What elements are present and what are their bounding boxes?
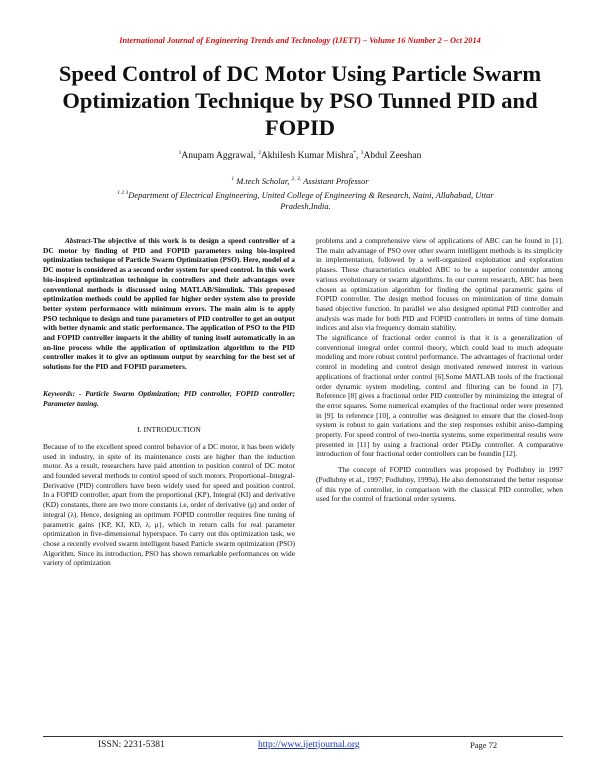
section-heading: I. INTRODUCTION bbox=[137, 425, 201, 435]
body-paragraph: problems and a comprehensive view of applications of ABC can be found in [1]. The main advantage of PSO over other swarm intelligent methods is its simplicity in implementation, followed by a well-organized exploitation and exploration phases. These characteristics enabled ABC to be a superior contender among various evolutionary or swarm algorithms. In our current research, ABC has been chosen as optimization algorithm for finding the optimal parametric gains of FOPID controller. The design method focuses on minimization of time domain based objective function. In parallel we also designed optimal PID controller and analysis was made for both PID and FOPID controllers in terms of time domain indices and also via frequency domain stability. bbox=[316, 236, 563, 333]
author-sup: 1 bbox=[178, 150, 182, 156]
affiliation-text: Department of Electrical Engineering, United College of Engineering & Research, Naini, Allahabad, Uttar Pradesh,India. bbox=[128, 189, 494, 211]
author-sup: 3 bbox=[360, 150, 364, 156]
footer-url-link[interactable]: http://www.ijettjournal.org bbox=[258, 740, 360, 750]
paper-title: Speed Control of DC Motor Using Particle Swarm Optimization Technique by PSO Tunned PID and FOPID bbox=[58, 61, 542, 140]
abstract bbox=[43, 236, 295, 372]
journal-header: International Journal of Engineering Trends and Technology (IJETT) – Volume 16 Number 2 – Oct 2014 bbox=[119, 36, 481, 45]
affiliation-sup: 1 2 3 bbox=[117, 190, 129, 196]
page-number: Page 72 bbox=[470, 740, 498, 750]
role-scholar: M.tech Scholar, bbox=[234, 176, 292, 186]
intro-paragraph: Because of to the excellent speed control behavior of a DC motor, it has been widely used in industry, in spite of its maintenance costs are higher than the induction motor. As a result, researchers have paid attention to position control of DC motor and founded several methods to control speed of such motors. Proportional–Integral-Derivative (PID) controllers have been widely used for speed and position control. In a FOPID controller, apart from the proportional (KP), Integral (KI) and derivative (KD) constants, there are two more constants i.e, order of derivative (μ) and order of integral (λ). Hence, designing an optimum FOPID controller requires fine tuning of parametric gains {KP, KI, KD, λ, μ}, which in return calls for real parameter optimization in five-dimensional hyperspace. To carry out this optimization task, we chose a recently evolved swarm intelligent based Particle swarm optimization (PSO) Algorithm. Since its introduction, PSO has shown remarkable performances on wide variety of optimization bbox=[43, 441, 295, 568]
author-name: Abdul Zeeshan bbox=[363, 151, 422, 162]
keywords: Keywords: - Particle Swarm Optimization; PID controller, FOPID controller; Parameter tuning. bbox=[43, 388, 295, 408]
corresponding-mark: * bbox=[353, 150, 357, 156]
footer-issn: ISSN: 2231-5381 bbox=[98, 740, 165, 750]
author-name: Akhilesh Kumar Mishra bbox=[260, 151, 354, 162]
author-name: Anupam Aggrawal, bbox=[181, 151, 259, 162]
body-paragraph: The significance of fractional order control is that it is a generalization of conventional integral order control theory, which could lead to much adequate modeling and more robust control performance. The advantages of fractional order control in modeling and control design motivated renewed interest in various applications of fractional order control [6].Some MATLAB tools of the fractional order dynamic system modeling, control and filtering can be found in [7]. Reference [8] gives a fractional order PID controller by minimizing the integral of the error squares. Some numerical examples of the fractional order were presented in [9]. In reference [10], a controller was designed to ensure that the closed-loop system is robust to gain variations and the step responses exhibit aniso-damping property. For speed control of two-inertia systems, some experimental results were presented in [11] by using a fractional order PIλDμ controller. A comparative introduction of four fractional order controllers can be foundin [12]. bbox=[316, 333, 563, 459]
role-assistant: Assistant Professor bbox=[301, 176, 369, 186]
author-sup: 2 bbox=[258, 150, 261, 156]
author-roles bbox=[0, 176, 600, 186]
author-separator: , bbox=[356, 151, 361, 162]
role-sup: 2, 3, bbox=[291, 176, 302, 183]
affiliation bbox=[108, 188, 503, 212]
right-column bbox=[316, 236, 563, 504]
role-sup: 1 bbox=[231, 176, 235, 183]
left-column bbox=[43, 236, 295, 568]
abstract-body: The objective of this work is to design a speed controller of a DC motor by finding of PID and FOPID parameters using bio-inspired optimization technique of Particle Swarm Optimization (PSO). Here, model of a DC motor is considered as a second order system for speed control. In this work bio-inspired optimization technique in controllers and their advantages over conventional methods is discussed using MATLAB/Simulink. This proposed optimization methods could be applied for higher order system also to provide better system performance with minimum errors. The main aim is to apply PSO technique to design and tune parameters of PID controller to get an output with better dynamic and static performance. The application of PSO to the PID and FOPID controller imparts it the ability of tuning itself automatically in an on-line process while the application of optimization algorithm to the PID controller makes it to give an optimum output by searching for the best set of solutions for the PID and FOPID parameters. bbox=[43, 236, 295, 372]
abstract-lead: Abstract- bbox=[65, 236, 93, 245]
author-list bbox=[0, 150, 600, 161]
footer-rule bbox=[43, 736, 563, 737]
body-paragraph: The concept of FOPID controllers was proposed by Podlubny in 1997 (Podlubny et al., 1997; Podlubny, 1999a). He also demonstrated the better response of this type of controller, in comparison with the classical PID controller, when used for the control of fractional order systems. bbox=[316, 465, 563, 504]
